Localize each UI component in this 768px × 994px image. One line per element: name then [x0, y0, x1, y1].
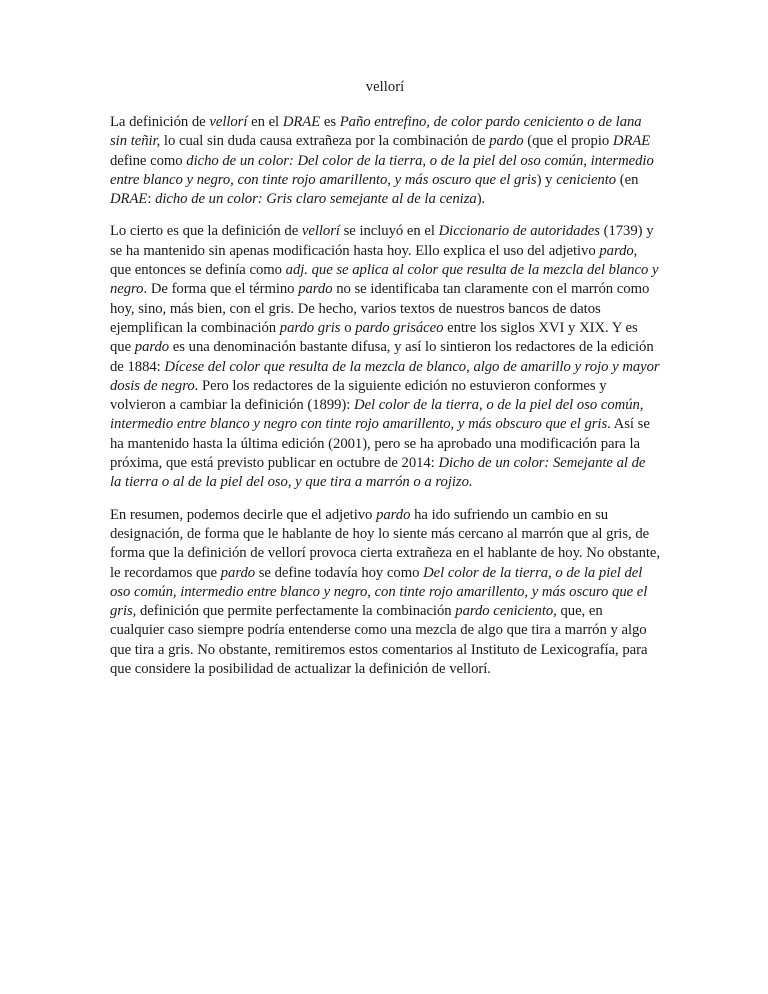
italic-run: DRAE: [612, 133, 651, 150]
page-title: vellorí: [365, 79, 405, 95]
roman-run: (que el propio: [523, 133, 613, 150]
italic-run: pardo ceniciento: [455, 603, 554, 620]
roman-run: define como: [110, 152, 187, 169]
roman-run: es: [320, 114, 340, 130]
italic-run: pardo gris: [279, 319, 341, 336]
italic-run: pardo: [376, 506, 411, 523]
roman-run: . De forma que el término: [143, 281, 299, 298]
roman-run: ).: [476, 191, 486, 208]
italic-run: pardo: [298, 281, 333, 298]
roman-run: (en: [616, 171, 639, 188]
italic-run: pardo: [134, 339, 170, 356]
italic-run: vellorí: [301, 223, 340, 240]
italic-run: Del color de la tierra, o de la piel del oso común, intermedio entre blanco y negro con tinte rojo amarillento, y más obscuro que el gris: [110, 397, 644, 433]
paragraph: [110, 222, 660, 492]
italic-run: Del color de la tierra, o de la piel del oso común, intermedio entre blanco y negro, con tinte rojo amarillento, y más oscuro que el gris: [110, 564, 648, 620]
italic-run: pardo: [220, 564, 256, 581]
roman-run: o: [340, 319, 356, 336]
roman-run: , definición que permite perfectamente la combinación: [132, 603, 456, 620]
roman-run: ) y: [536, 171, 557, 188]
roman-run: (1739) y se ha mantenido sin apenas modificación hasta hoy. Ello explica el uso del adjetivo: [110, 223, 654, 259]
italic-run: Dicho de un color: Semejante al de la tierra o al de la piel del oso, y que tira a marrón o a rojizo.: [110, 455, 646, 491]
italic-run: ceniciento: [556, 171, 617, 188]
italic-run: pardo: [489, 133, 524, 150]
paragraph: [110, 506, 660, 680]
italic-run: Diccionario de autoridades: [438, 223, 600, 240]
roman-run: se incluyó en el: [339, 223, 439, 240]
roman-run: no se identificaba tan claramente con el marrón como hoy, sino, más bien, con el gris. De hecho, varios textos de nuestros bancos de datos ejemplifican la combinación: [110, 281, 650, 336]
italic-run: DRAE: [282, 114, 321, 130]
italic-run: Dícese del color que resulta de la mezcla de blanco, algo de amarillo y rojo y mayor dosis de negro: [110, 358, 660, 394]
italic-run: dicho de un color: Gris claro semejante al de la ceniza: [155, 191, 477, 208]
paragraph: [110, 113, 660, 209]
document-body: [110, 113, 660, 679]
roman-run: Lo cierto es que la definición de: [110, 223, 302, 240]
italic-run: vellorí: [209, 114, 248, 130]
roman-run: en el: [247, 114, 283, 130]
roman-run: , que, en cualquier caso siempre podría entenderse como una mezcla de algo que tira a marrón y algo que tira a gris. No obstante, remitiremos estos comentarios al Instituto de Lexicografía, para que considere la posibilidad de actualizar la definición de vellorí.: [110, 603, 648, 678]
italic-run: DRAE: [110, 191, 148, 208]
italic-run: pardo grisáceo: [355, 319, 444, 336]
italic-run: Paño entrefino, de color pardo ceniciento o de lana sin teñir,: [110, 114, 642, 150]
roman-run: En resumen, podemos decirle que el adjetivo: [110, 506, 377, 523]
roman-run: lo cual sin duda causa extrañeza por la combinación de: [160, 133, 490, 150]
italic-run: dicho de un color: Del color de la tierra, o de la piel del oso común, intermedio entre blanco y negro, con tinte rojo amarillento, y más oscuro que el gris: [110, 152, 654, 188]
roman-run: ha ido sufriendo un cambio en su designación, de forma que le hablante de hoy lo siente más cercano al marrón que al gris, de forma que la definición de vellorí provoca cierta extrañeza en el hablante de hoy. No obstante, le recordamos que: [110, 506, 661, 581]
roman-run: :: [147, 191, 156, 208]
roman-run: es una denominación bastante difusa, y así lo sintieron los redactores de la edición de 1884:: [110, 339, 654, 375]
italic-run: pardo: [599, 242, 634, 259]
roman-run: , que entonces se definía como: [110, 242, 638, 279]
roman-run: . Así se ha mantenido hasta la última edición (2001), pero se ha aprobado una modificación para la próxima, que está previsto publicar en octubre de 2014:: [110, 416, 650, 472]
italic-run: adj. que se aplica al color que resulta de la mezcla del blanco y negro: [110, 262, 659, 298]
roman-run: se define todavía hoy como: [255, 564, 424, 581]
roman-run: La definición de: [110, 114, 210, 130]
roman-run: . Pero los redactores de la siguiente edición no estuvieron conformes y volvieron a cambiar la definición (1899):: [110, 377, 607, 414]
roman-run: entre los siglos XVI y XIX. Y es que: [110, 319, 638, 356]
